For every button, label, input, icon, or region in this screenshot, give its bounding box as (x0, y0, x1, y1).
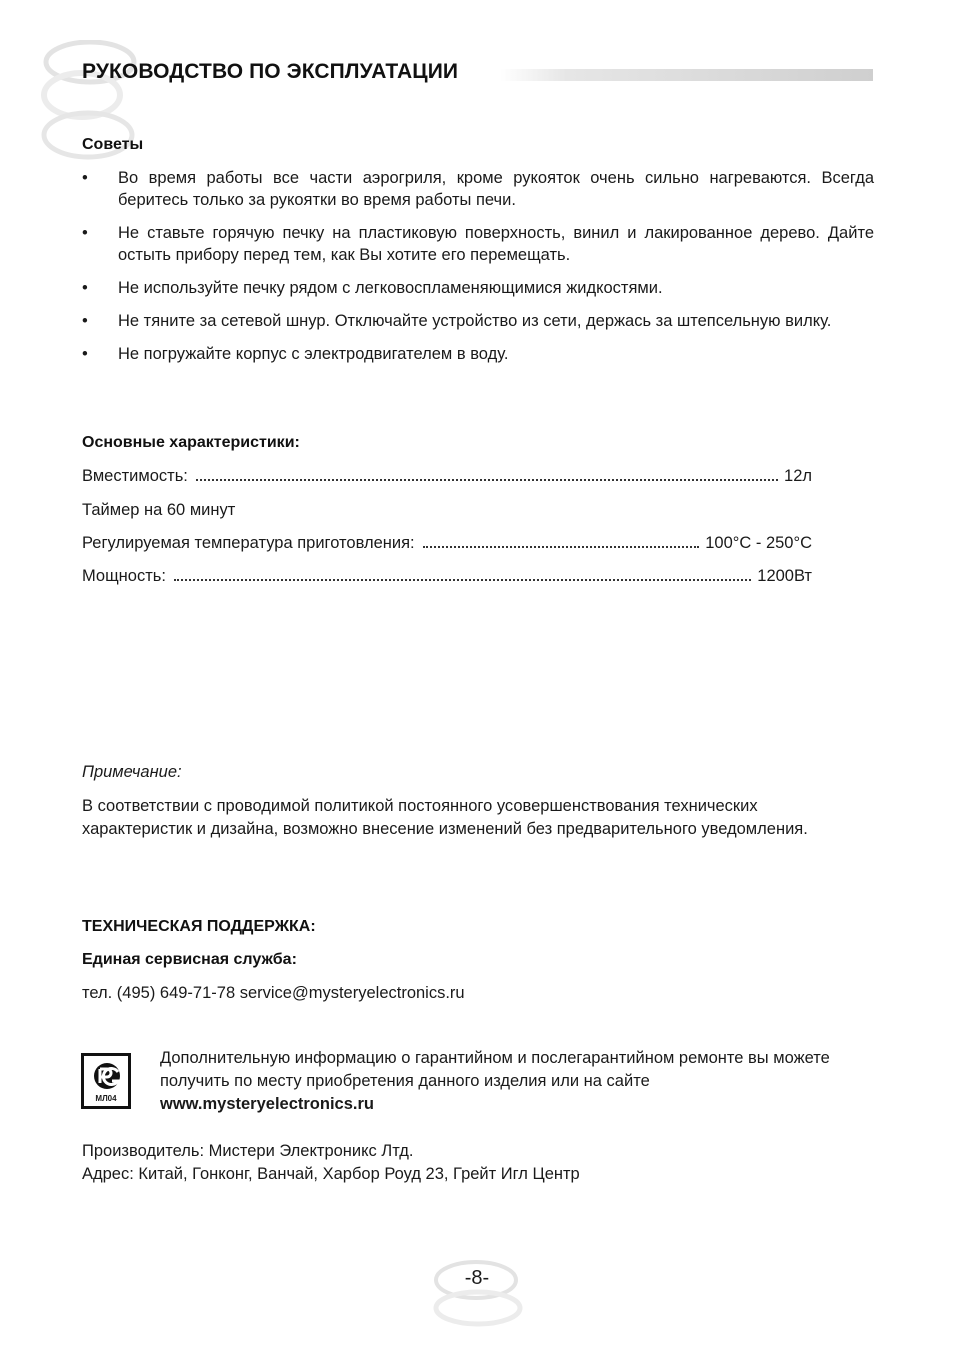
note-text: В соответствии с проводимой политикой постоянного усовершенствования технических характеристик и дизайна, возможно внесение изменений без предварительного уведомления. (82, 797, 808, 838)
warranty-info: Дополнительную информацию о гарантийном и послегарантийном ремонте вы можете получить по месту приобретения данного изделия или на сайте www.mysteryelectronics.ru (160, 1049, 830, 1113)
spec-capacity: Вместимость: 12л (82, 467, 812, 485)
dot-leader (196, 479, 778, 481)
cert-code: МЛ04 (95, 1094, 117, 1103)
note-label: Примечание: (82, 763, 182, 781)
dot-leader (174, 579, 751, 581)
tips-list (82, 167, 874, 376)
website-link[interactable]: www.mysteryelectronics.ru (160, 1095, 374, 1113)
list-item: • Не используйте печку рядом с легковоспламеняющимися жидкостями. (82, 279, 663, 297)
spec-timer: Таймер на 60 минут (82, 501, 236, 519)
list-item: • Не ставьте горячую печку на пластиковую поверхность, винил и лакированное дерево. Дайте остыть прибору перед тем, как Вы хотите его перемещать. (82, 224, 874, 264)
bullet-icon: • (82, 169, 88, 187)
list-item: • Не погружайте корпус с электродвигателем в воду. (82, 345, 509, 363)
certification-icon (90, 1061, 124, 1091)
service-heading: Единая сервисная служба: (82, 951, 297, 968)
dot-leader (423, 546, 700, 548)
bullet-icon: • (82, 345, 88, 363)
list-item: • Во время работы все части аэрогриля, кроме рукояток очень сильно нагреваются. Всегда беритесь только за рукоятки во время работы печи. (82, 169, 874, 209)
manufacturer-name: Производитель: Мистери Электроникс Лтд. (82, 1142, 414, 1160)
support-heading: ТЕХНИЧЕСКАЯ ПОДДЕРЖКА: (82, 918, 316, 935)
manufacturer-address: Адрес: Китай, Гонконг, Ванчай, Харбор Роуд 23, Грейт Игл Центр (82, 1165, 580, 1183)
spec-power: Мощность: 1200Вт (82, 567, 812, 585)
tips-heading: Советы (82, 136, 144, 153)
bullet-icon: • (82, 224, 88, 242)
certification-mark (81, 1053, 131, 1109)
support-contact: тел. (495) 649-71-78 service@mysteryelectronics.ru (82, 984, 465, 1002)
specs-heading: Основные характеристики: (82, 434, 300, 451)
page-number: -8- (464, 1267, 490, 1289)
bullet-icon: • (82, 279, 88, 297)
header-bar (500, 69, 873, 81)
list-item: • Не тяните за сетевой шнур. Отключайте устройство из сети, держась за штепсельную вилку. (82, 312, 832, 330)
bullet-icon: • (82, 312, 88, 330)
spec-temperature: Регулируемая температура приготовления: 100°C - 250°C (82, 534, 812, 552)
page-title: РУКОВОДСТВО ПО ЭКСПЛУАТАЦИИ (82, 60, 459, 83)
